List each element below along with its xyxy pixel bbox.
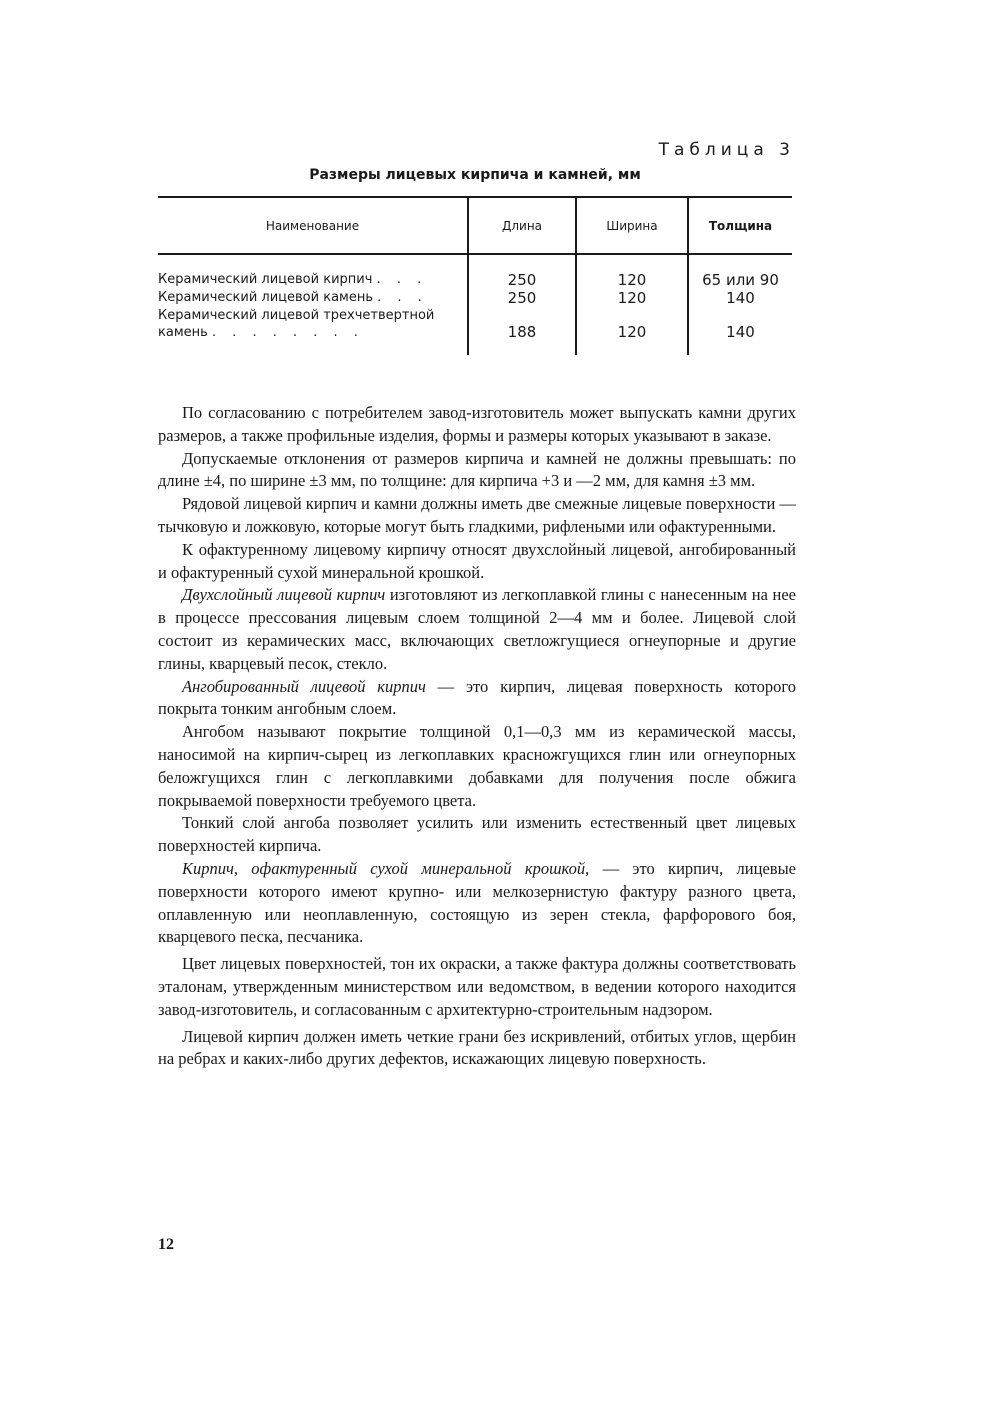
row-name: Керамический лицевой трехчетвертной камень . . . . . . . . <box>158 308 435 340</box>
paragraph-text: — это кирпич, лицевая поверхность которого покрыта тонким ангобным слоем. <box>158 676 796 719</box>
paragraph: Допускаемые отклонения от размеров кирпича и камней не должны превышать: по длине ±4, по ширине ±3 мм, по толщине: для кирпича +3 и —2 мм, для камня ±3 мм. <box>158 448 796 491</box>
paragraph: Цвет лицевых поверхностей, тон их окраски, а также фактура должны соответствовать эталонам, утвержденным министерством или ведомством, в ведении которого находится завод-изготовитель, и согласованным с архитектурно-строительным надзором. <box>158 954 796 1019</box>
row-length: 188 <box>468 307 576 355</box>
paragraph-term: Ангобированный лицевой кирпич <box>182 676 426 696</box>
table-header-row <box>158 197 792 254</box>
paragraph: К офактуренному лицевому кирпичу относят двухслойный лицевой, ангобированный и офактуренный сухой минеральной крошкой. <box>158 539 796 582</box>
row-width: 120 <box>576 289 688 307</box>
dimensions-table <box>158 196 792 355</box>
row-length: 250 <box>468 254 576 289</box>
row-name: Керамический лицевой камень . . . <box>158 290 428 305</box>
row-thickness: 140 <box>688 307 792 355</box>
row-name: Керамический лицевой кирпич . . . <box>158 272 428 287</box>
paragraph-term: Кирпич, офактуренный сухой минеральной крошкой, <box>182 858 590 878</box>
row-width: 120 <box>576 307 688 355</box>
paragraph: Лицевой кирпич должен иметь четкие грани без искривлений, отбитых углов, щербин на ребрах и каких-либо других дефектов, искажающих лицевую поверхность. <box>158 1026 796 1069</box>
paragraph: Тонкий слой ангоба позволяет усилить или изменить естественный цвет лицевых поверхностей кирпича. <box>158 813 796 856</box>
header-length: Длина <box>468 197 576 254</box>
header-thickness: Толщина <box>688 197 792 254</box>
paragraph-text: — это кирпич, лицевые поверхности которого имеют крупно- или мелкозернистую фактуру разного цвета, оплавленную или неоплавленную, состоящую из зерен стекла, фарфорового боя, кварцевого песка, песчаника. <box>158 858 796 947</box>
table-row <box>158 307 792 355</box>
row-thickness: 65 или 90 <box>688 254 792 289</box>
page-number: 12 <box>158 1236 174 1253</box>
row-length: 250 <box>468 289 576 307</box>
table-label: Таблица 3 <box>658 140 795 160</box>
paragraph <box>158 676 796 722</box>
table-title: Размеры лицевых кирпича и камней, мм <box>309 167 641 183</box>
paragraph: Рядовой лицевой кирпич и камни должны иметь две смежные лицевые поверхности — тычковую и ложковую, которые могут быть гладкими, рифлеными или офактуренными. <box>158 494 796 536</box>
paragraph: Ангобом называют покрытие толщиной 0,1—0,3 мм из керамической массы, наносимой на кирпич-сырец из легкоплавких красножгущихся глин или огнеупорных беложгущихся глин с легкоплавкими добавками для получения после обжига покрываемой поверхности требуемого цвета. <box>158 722 796 810</box>
paragraph-term: Двухслойный лицевой кирпич <box>182 585 386 605</box>
paragraph-text: изготовляют из легкоплавкой глины с нанесенным на нее в процессе прессования лицевым слоем толщиной 2—4 мм и более. Лицевой слой состоит из керамических масс, включающих светложгущиеся огнеупорные и другие глины, кварцевый песок, стекло. <box>158 585 796 673</box>
paragraph: По согласованию с потребителем завод-изготовитель может выпускать камни других размеров, а также профильные изделия, формы и размеры которых указывают в заказе. <box>158 403 796 445</box>
paragraph <box>158 858 796 949</box>
header-name: Наименование <box>158 197 468 254</box>
paragraph <box>158 584 796 675</box>
header-width: Ширина <box>576 197 688 254</box>
row-width: 120 <box>576 254 688 289</box>
row-thickness: 140 <box>688 289 792 307</box>
table-row <box>158 289 792 307</box>
table-row <box>158 254 792 289</box>
body-text <box>158 402 796 1071</box>
